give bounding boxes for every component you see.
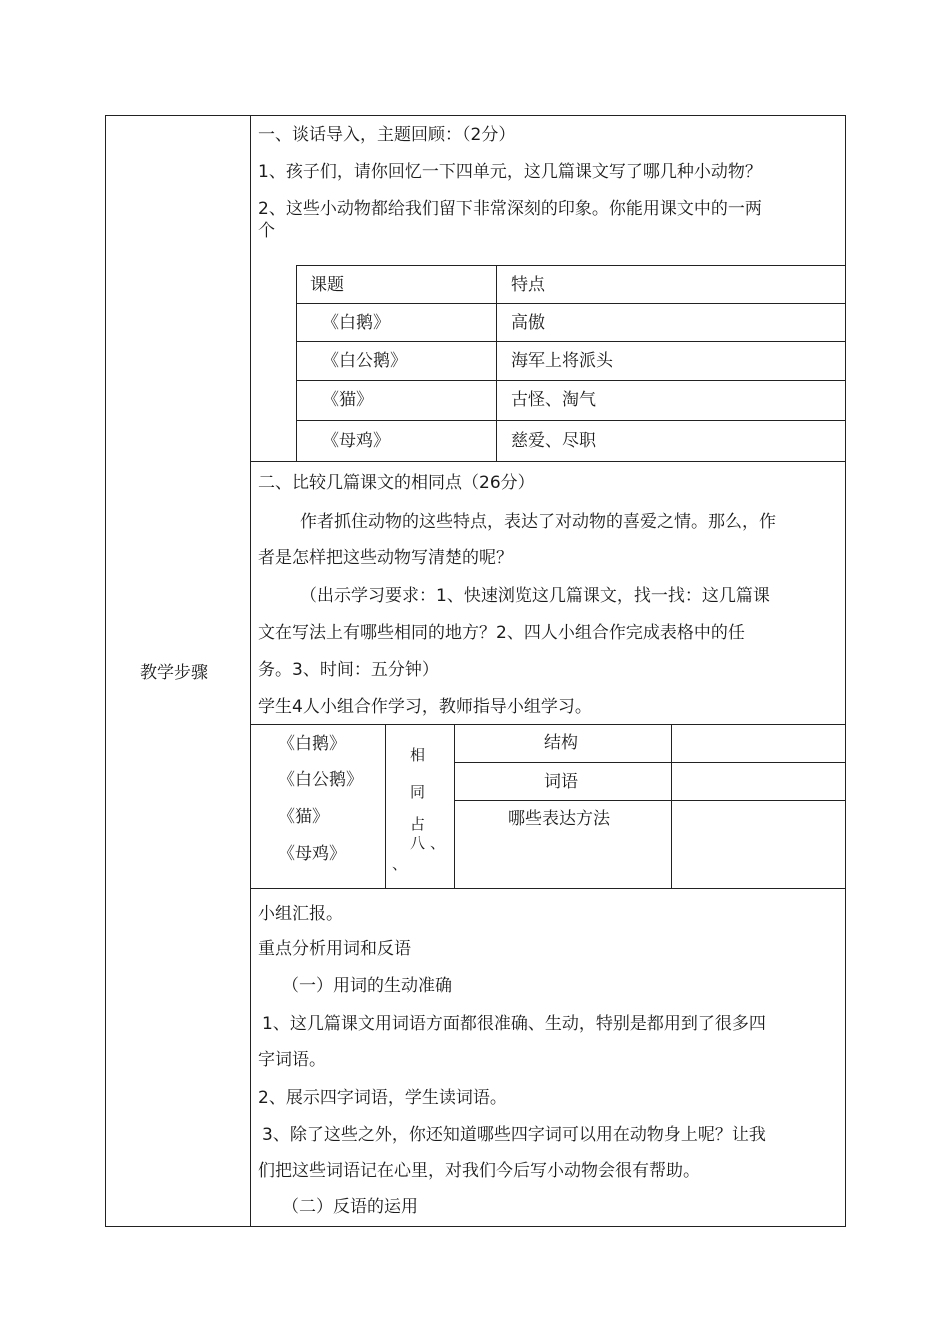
section3-line-6-part2: 们把这些词语记在心里，对我们今后写小动物会很有帮助。 xyxy=(258,1161,700,1181)
section3-line-4-part2: 字词语。 xyxy=(258,1050,326,1070)
outer-top-border xyxy=(105,115,846,116)
compare-item-structure: 结构 xyxy=(544,733,578,753)
vertical-char-3: 占 xyxy=(410,815,426,833)
section2-paragraph-3: 学生4人小组合作学习，教师指导小组学习。 xyxy=(258,697,592,717)
table-row-4-feature: 慈爱、尽职 xyxy=(511,431,596,451)
section1-question-2-line1: 2、这些小动物都给我们留下非常深刻的印象。你能用课文中的一两 xyxy=(258,199,762,219)
outer-bottom-border xyxy=(105,1226,846,1227)
compare-title-2: 《白公鹅》 xyxy=(278,770,363,790)
table-row-4-topic: 《母鸡》 xyxy=(322,431,390,451)
vertical-char-4: 八 xyxy=(410,834,426,852)
compare-title-1: 《白鹅》 xyxy=(278,734,346,754)
outer-left-border xyxy=(105,115,106,1227)
table-row-2-feature: 海军上将派头 xyxy=(511,351,613,371)
compare-item-words: 词语 xyxy=(544,772,578,792)
section3-line-6-part1: 3、除了这些之外，你还知道哪些四字词可以用在动物身上呢？让我 xyxy=(262,1125,766,1145)
table-row-3-feature: 古怪、淘气 xyxy=(511,390,596,410)
section2-paragraph-1-line2: 者是怎样把这些动物写清楚的呢？ xyxy=(258,548,513,568)
section3-line-7: （二）反语的运用 xyxy=(282,1197,418,1217)
section3-line-5: 2、展示四字词语，学生读词语。 xyxy=(258,1088,507,1108)
compare-title-4: 《母鸡》 xyxy=(278,844,346,864)
compare-title-3: 《猫》 xyxy=(278,807,329,827)
table-header-topic: 课题 xyxy=(310,275,344,295)
outer-right-border xyxy=(845,115,846,1227)
section3-line-4-part1: 1、这几篇课文用词语方面都很准确、生动，特别是都用到了很多四 xyxy=(262,1014,766,1034)
section2-paragraph-2-line1: （出示学习要求：1、快速浏览这几篇课文，找一找：这几篇课 xyxy=(300,586,770,606)
vertical-char-2: 同 xyxy=(410,783,426,801)
section3-line-1: 小组汇报。 xyxy=(258,904,343,924)
table-row-2-topic: 《白公鹅》 xyxy=(322,351,407,371)
section2-paragraph-2-line3: 务。3、时间：五分钟） xyxy=(258,660,439,680)
vertical-char-1: 相 xyxy=(410,746,426,764)
compare-item-expression: 哪些表达方法 xyxy=(508,809,610,829)
section2-paragraph-2-line2: 文在写法上有哪些相同的地方？2、四人小组合作完成表格中的任 xyxy=(258,623,745,643)
table-header-feature: 特点 xyxy=(511,275,545,295)
table-row-3-topic: 《猫》 xyxy=(322,390,373,410)
table-row-1-topic: 《白鹅》 xyxy=(322,313,390,333)
section2-paragraph-1-line1: 作者抓住动物的这些特点，表达了对动物的喜爱之情。那么，作 xyxy=(300,512,776,532)
section1-question-1: 1、孩子们，请你回忆一下四单元，这几篇课文写了哪几种小动物？ xyxy=(258,162,762,182)
table-row-1-feature: 高傲 xyxy=(511,313,545,333)
vertical-char-6: 、 xyxy=(392,855,408,873)
section2-divider xyxy=(250,461,846,462)
section1-title: 一、谈话导入，主题回顾：（2分） xyxy=(258,125,516,145)
teaching-steps-label: 教学步骤 xyxy=(140,663,208,683)
section3-line-3: （一）用词的生动准确 xyxy=(282,976,452,996)
label-column-divider xyxy=(250,115,251,1227)
section3-line-2: 重点分析用词和反语 xyxy=(258,939,411,959)
section2-title: 二、比较几篇课文的相同点（26分） xyxy=(258,473,535,493)
section1-question-2-line2: 个 xyxy=(258,221,275,241)
vertical-char-5: 、 xyxy=(430,834,446,852)
